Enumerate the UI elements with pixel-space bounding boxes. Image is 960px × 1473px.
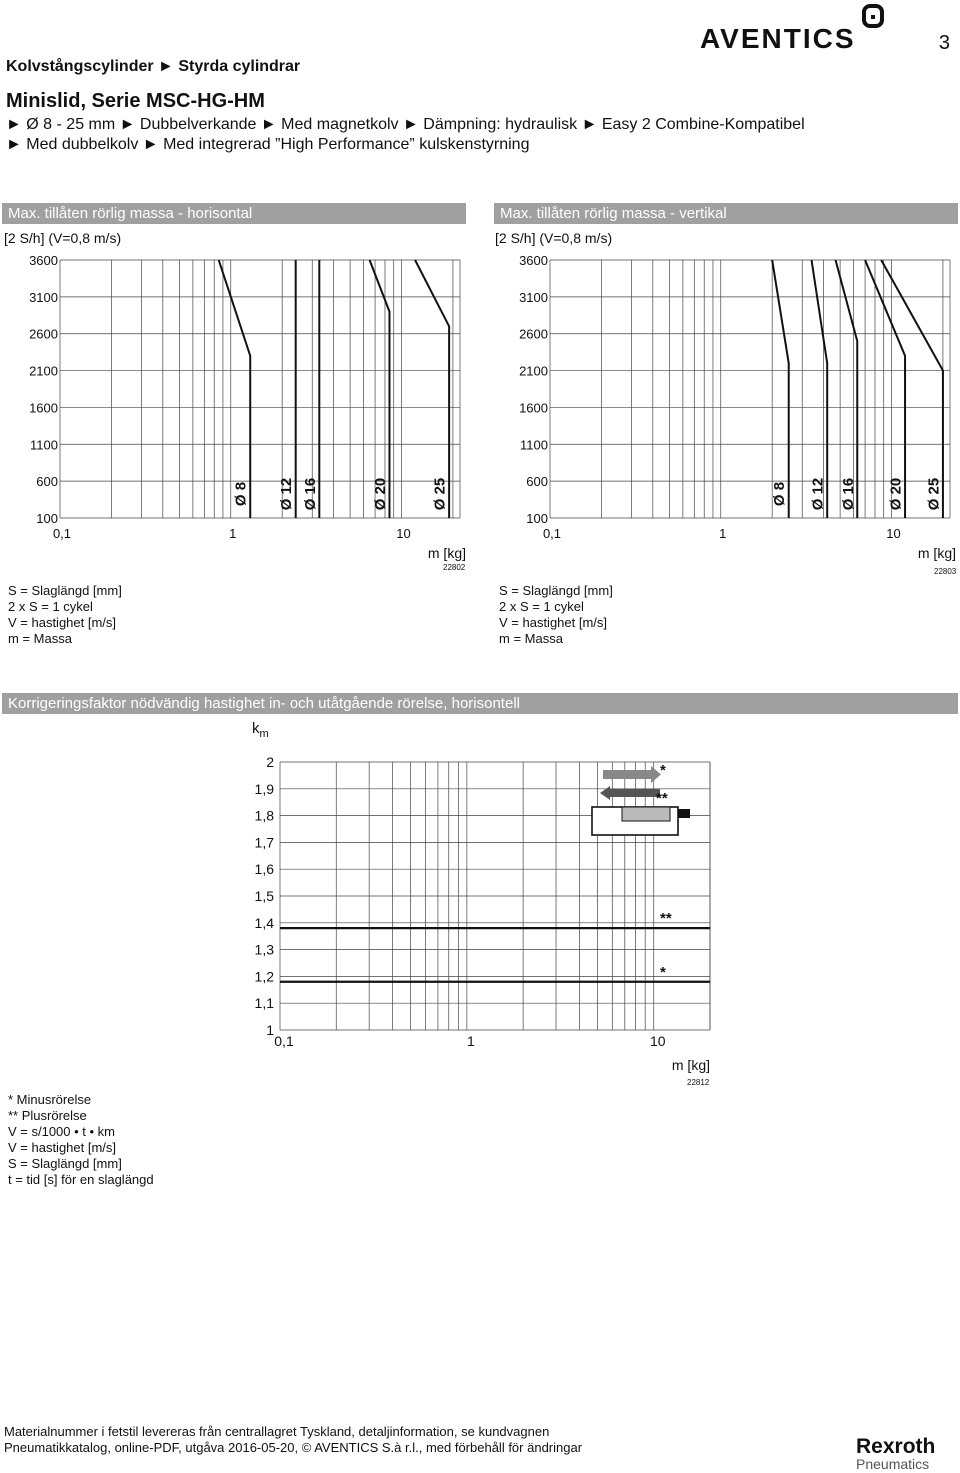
y-tick-label: 1,6 — [254, 861, 274, 878]
x-tick-label: 1 — [719, 526, 727, 541]
y-tick-label: 1,1 — [254, 995, 274, 1012]
y-tick-label: 100 — [526, 511, 548, 526]
chart-correction — [220, 740, 720, 1080]
series-label: ** — [660, 910, 672, 928]
breadcrumb: Kolvstångscylinder ► Styrda cylindrar — [6, 58, 301, 75]
ylabel-sub: m — [259, 728, 269, 740]
aventics-logo — [700, 2, 890, 54]
legend-vertical — [499, 583, 613, 647]
chart-vertical — [480, 240, 960, 580]
chart-ref-correction: 22812 — [687, 1078, 710, 1087]
brand-name: AVENTICS — [700, 23, 856, 54]
x-tick-label: 10 — [396, 526, 411, 541]
section-title-horizontal: Max. tillåten rörlig massa - horisontal — [2, 203, 466, 224]
y-tick-label: 1,7 — [254, 834, 274, 851]
legend-line: 2 x S = 1 cykel — [499, 599, 584, 614]
chart-horizontal — [0, 240, 480, 580]
series-label: Ø 16 — [839, 477, 857, 511]
y-tick-label: 1600 — [29, 400, 58, 416]
legend-line: S = Slaglängd [mm] — [499, 583, 613, 598]
correction-ylabel — [252, 720, 269, 740]
condition-horizontal: [2 S/h] (V=0,8 m/s) — [4, 230, 122, 246]
condition-vertical: [2 S/h] (V=0,8 m/s) — [495, 230, 613, 246]
y-tick-label: 1100 — [30, 437, 58, 453]
footer-line-2: Pneumatikkatalog, online-PDF, utgåva 2016-05-20, © AVENTICS S.à r.l., med förbehåll för ändringar — [4, 1440, 583, 1455]
rexroth-logo-sub: Pneumatics — [856, 1456, 930, 1472]
legend-horizontal — [8, 583, 122, 647]
ylabel-k: k — [252, 720, 260, 737]
legend-line: 2 x S = 1 cykel — [8, 599, 93, 614]
y-tick-label: 1100 — [520, 437, 548, 453]
legend-line: S = Slaglängd [mm] — [8, 583, 122, 598]
y-tick-label: 2600 — [29, 326, 58, 342]
series-label: Ø 8 — [771, 481, 789, 507]
page-number: 3 — [938, 32, 950, 54]
plus-arrow-head — [600, 786, 610, 800]
chart-ref-horizontal: 22802 — [443, 563, 466, 572]
y-tick-label: 1,9 — [254, 780, 274, 797]
footer-line-1: Materialnummer i fetstil levereras från centrallagret Tyskland, detaljinformation, se kundvagnen — [4, 1424, 550, 1439]
section-title-correction: Korrigeringsfaktor nödvändig hastighet in- och utåtgående rörelse, horisontell — [2, 693, 958, 714]
series-line — [219, 260, 251, 518]
y-tick-label: 1,2 — [254, 968, 274, 985]
y-tick-label: 1,4 — [254, 914, 274, 931]
y-tick-label: 2100 — [519, 363, 548, 379]
rexroth-logo — [856, 1436, 956, 1472]
y-tick-label: 100 — [36, 511, 58, 526]
aventics-logo-graphic — [700, 2, 890, 54]
x-tick-label: 0,1 — [542, 526, 562, 541]
legend-line: m = Massa — [499, 631, 563, 646]
legend-line: V = hastighet [m/s] — [499, 615, 608, 630]
legend-correction — [8, 1092, 154, 1188]
x-tick-label: 10 — [886, 526, 901, 541]
chart-ref-vertical: 22803 — [934, 567, 957, 576]
features-line-1: ► Ø 8 - 25 mm ► Dubbelverkande ► Med magnetkolv ► Dämpning: hydraulisk ► Easy 2 Combine-Kompatibel — [6, 116, 805, 133]
section-title-vertical: Max. tillåten rörlig massa - vertikal — [494, 203, 958, 224]
arrow-label-minus: * — [660, 762, 666, 779]
legend-line: m = Massa — [8, 631, 72, 646]
series-label: Ø 20 — [371, 477, 389, 511]
legend-line: V = s/1000 • t • km — [8, 1124, 116, 1139]
plus-arrow-shaft — [610, 789, 660, 797]
y-tick-label: 600 — [36, 474, 58, 490]
y-tick-label: 1,8 — [254, 807, 274, 824]
y-tick-label: 1 — [266, 1022, 274, 1038]
x-tick-label: 0,1 — [52, 526, 72, 541]
legend-line: S = Slaglängd [mm] — [8, 1156, 122, 1171]
y-tick-label: 1,3 — [254, 941, 274, 958]
series-label: Ø 25 — [925, 477, 943, 511]
x-tick-label: 0,1 — [274, 1033, 294, 1049]
series-line — [772, 260, 789, 518]
series-label: Ø 25 — [431, 477, 449, 511]
legend-line: V = hastighet [m/s] — [8, 1140, 117, 1155]
x-axis-label: m [kg] — [917, 545, 956, 561]
y-tick-label: 600 — [526, 474, 548, 490]
legend-line: t = tid [s] för en slaglängd — [8, 1172, 154, 1187]
y-tick-label: 2 — [266, 754, 274, 770]
features-line-2: ► Med dubbelkolv ► Med integrerad ”High Performance” kulskenstyrning — [6, 136, 530, 153]
series-label: * — [660, 963, 666, 981]
minus-arrow-shaft — [603, 770, 651, 779]
x-tick-label: 1 — [229, 526, 237, 541]
arrow-label-plus: ** — [656, 790, 668, 807]
x-tick-label: 1 — [466, 1033, 475, 1049]
x-tick-label: 10 — [649, 1033, 666, 1049]
legend-line: ** Plusrörelse — [8, 1108, 87, 1123]
series-label: Ø 20 — [887, 477, 905, 511]
legend-line: V = hastighet [m/s] — [8, 615, 117, 630]
y-tick-label: 2100 — [29, 363, 58, 379]
y-tick-label: 1,5 — [254, 888, 274, 904]
page-title: Minislid, Serie MSC-HG-HM — [6, 90, 265, 112]
series-label: Ø 12 — [809, 477, 827, 511]
rexroth-logo-main: Rexroth — [856, 1435, 936, 1458]
y-tick-label: 3600 — [519, 253, 548, 268]
x-axis-label: m [kg] — [427, 545, 466, 561]
x-axis-label: m [kg] — [671, 1057, 710, 1073]
y-tick-label: 2600 — [519, 326, 548, 342]
series-label: Ø 16 — [301, 477, 319, 511]
series-label: Ø 8 — [232, 481, 250, 507]
y-tick-label: 3100 — [519, 289, 548, 305]
cylinder-piston — [622, 807, 670, 821]
y-tick-label: 3600 — [29, 253, 58, 268]
y-tick-label: 1600 — [519, 400, 548, 416]
cylinder-rod-end — [678, 809, 690, 818]
legend-line: * Minusrörelse — [8, 1092, 92, 1107]
y-tick-label: 3100 — [29, 289, 58, 305]
series-label: Ø 12 — [278, 477, 296, 511]
